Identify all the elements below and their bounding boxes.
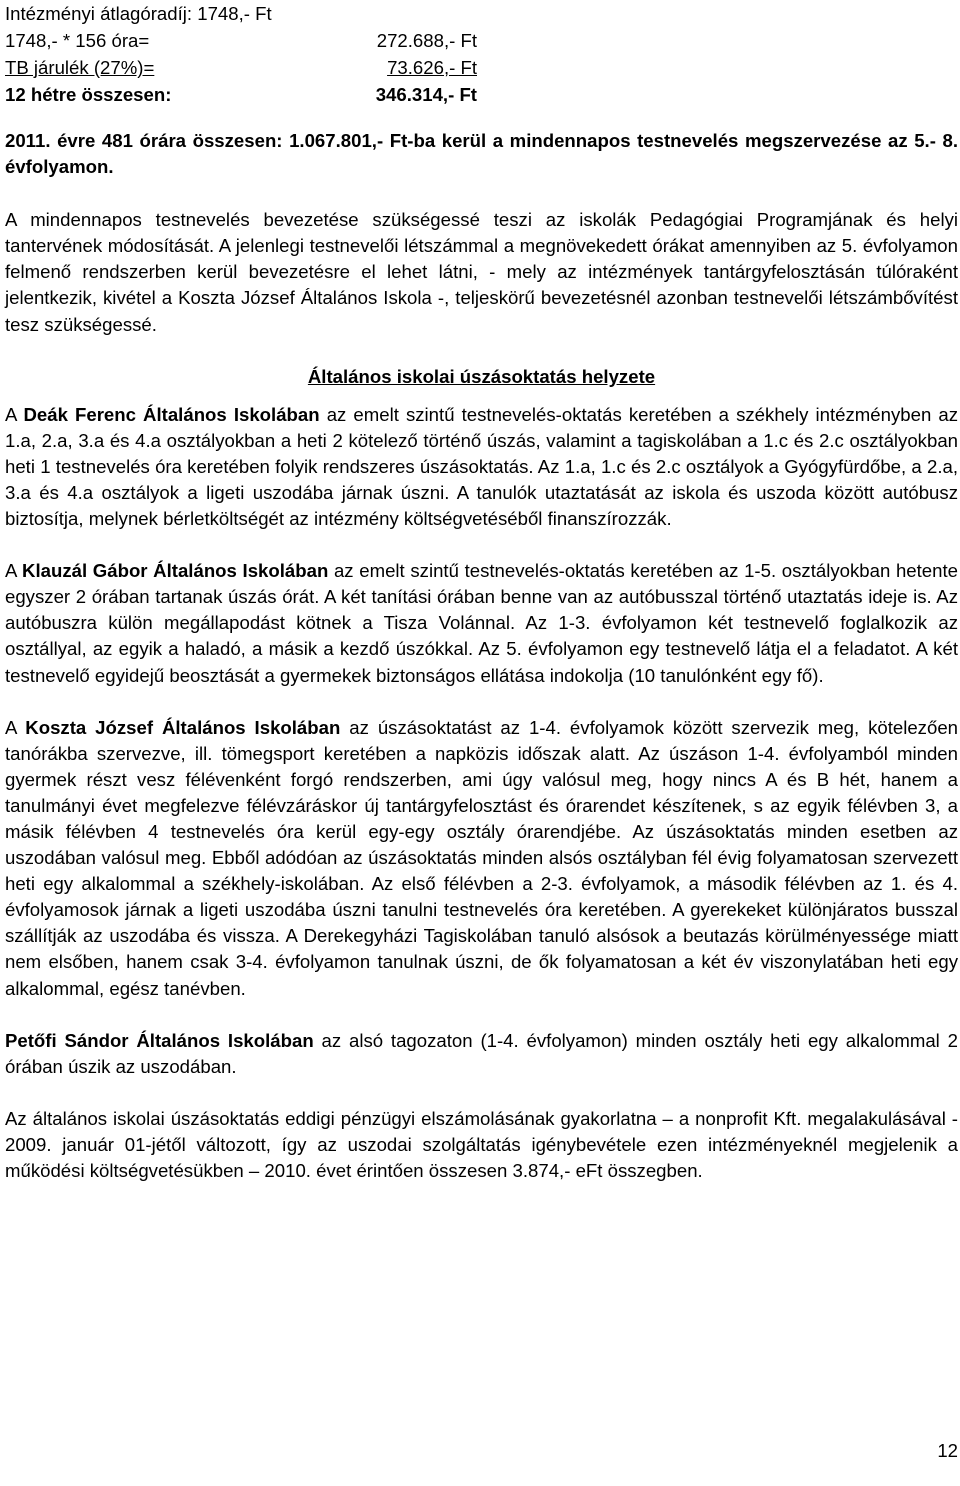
hourly-rate-line: Intézményi átlagóradíj: 1748,- Ft [5,3,272,24]
klauzal-gabor-paragraph: A Klauzál Gábor Általános Iskolában az emelt szintű testnevelés-oktatás keretében az 1-5. osztályokban hetente egyszer 2 órában tartanak úszás órát. A két tanítási órában benne van az autóbusszal történő utaztatás ideje is. Az autóbuszra külön megállapodást kötnek a Tisza Volánnal. Az 1-3. évfolyamon két testnevelő foglalkozik az osztállyal, az egyik a haladó, a másik a kezdő úszókkal. Az 5. évfolyamon egy testnevelő látja el a feladatot. A két testnevelő egyidejű beosztását a gyermekek biztonságos ellátása indokolja (10 tanulónként egy fő). [5,560,958,686]
cost-calculation [5,0,477,108]
hours-cost-value: 272.688,- Ft [376,30,477,51]
school-name: Petőfi Sándor Általános Iskolában [5,1029,314,1051]
total-value: 346.314,- Ft [375,84,477,105]
tax-value: 73.626,- Ft [387,57,477,78]
financing-paragraph: Az általános iskolai úszásoktatás eddigi pénzügyi elszámolásának gyakorlatna – a nonprofit Kft. megalakulásával - 2009. január 01-jétől változott, így az uszodai szolgáltatás igénybevétele ezen intézményeknél megjelenik a működési költségvetésükben – 2010. évet érintően összesen 3.874,- eFt összegben. [5,1107,958,1181]
school-name: Klauzál Gábor Általános Iskolában [22,560,329,582]
annual-cost-paragraph: 2011. évre 481 órára összesen: 1.067.801,- Ft-ba kerül a mindennapos testnevelés megszervezése az 5.- 8. évfolyamon. [5,130,958,178]
school-name: Koszta József Általános Iskolában [25,716,341,738]
tax-row [5,54,477,81]
petofi-sandor-paragraph: Petőfi Sándor Általános Iskolában az alsó tagozaton (1-4. évfolyamon) minden osztály heti egy alkalommal 2 órában úszik az uszodában. [5,1029,958,1077]
koszta-jozsef-paragraph: A Koszta József Általános Iskolában az úszásoktatást az 1-4. évfolyamok között szervezik meg, kötelezően tanórákba szervezve, ill. tömegsport keretében a napközis időszak alatt. Az úszáson 1-4. évfolyamból minden gyermek részt vesz félévenként forgó rendszerben, ami úgy valósul meg, hogy nincs A és B hét, hanem a tanulmányi évet megfelezve félévzáráskor új tantárgyfelosztást és órarendet készítenek, s az egyik félévben 3, a másik félévben 4 testnevelés óra kerül egy-egy osztály órarendjébe. Az úszásoktatás minden esetben az uszodában valósul meg. Ebből adódóan az úszásoktatás minden alsós osztályban fél évig folyamatosan szervezett heti egy alkalommal a székhely-iskolában. Az első félévben a 2-3. évfolyamok, a második félévben az 1. és 4. évfolyamosok járnak a ligeti uszodába úszni tanulni testnevelés óra keretében. A gyerekeket különjáratos busszal szállítják az uszodába és vissza. A Derekegyházi Tagiskolában tanuló alsósok a beutazás körülményessége miatt nem elsőben, hanem csak 3-4. évfolyamon tanulnak úszni, de ők folyamatosan a két év viszonylatában heti egy alkalommal, egész tanévben. [5,716,958,999]
deak-ferenc-paragraph: A Deák Ferenc Általános Iskolában az emelt szintű testnevelés-oktatás keretében a székhely intézményben az 1.a, 2.a, 3.a és 4.a osztályokban a heti 2 kötelező történő úszás, valamint a tagiskolában a 1.c és 2.c osztályokban heti 1 testnevelés óra keretében folyik rendszeres úszásoktatás. Az 1.a, 1.c és 2.c osztályok a Gyógyfürdőbe, a 2.a, 3.a és 4.a osztályok a ligeti uszodába járnak úszni. A tanulók utaztatását az iskola és uszoda között autóbusz biztosítja, melynek bérletköltségét az intézmény költségvetéséből finanszírozzák. [5,403,958,530]
total-label: 12 hétre összesen: [5,84,172,105]
hours-cost-row [5,27,477,54]
pe-introduction-paragraph: A mindennapos testnevelés bevezetése szükségessé teszi az iskolák Pedagógiai Programjának és helyi tantervének módosítását. A jelenlegi testnevelői létszámmal a megnövekedett órákat amennyiben az 5. évfolyamon felmenő rendszerben kerül bevezetésre el lehet látni, - mely az intézmények tantárgyfelosztásán túlóraként jelentkezik, kivétel a Koszta József Általános Iskola -, teljeskörű bevezetésnél azonban testnevelői létszámbővítést tesz szükségessé. [5,209,958,335]
tax-label: TB járulék (27%)= [5,57,155,78]
document-page [5,0,958,1184]
school-name: Deák Ferenc Általános Iskolában [23,403,320,425]
total-row [5,81,477,108]
page-number: 12 [937,1440,958,1461]
hours-cost-label: 1748,- * 156 óra= [5,30,150,51]
section-heading: Általános iskolai úszásoktatás helyzete [307,365,656,387]
